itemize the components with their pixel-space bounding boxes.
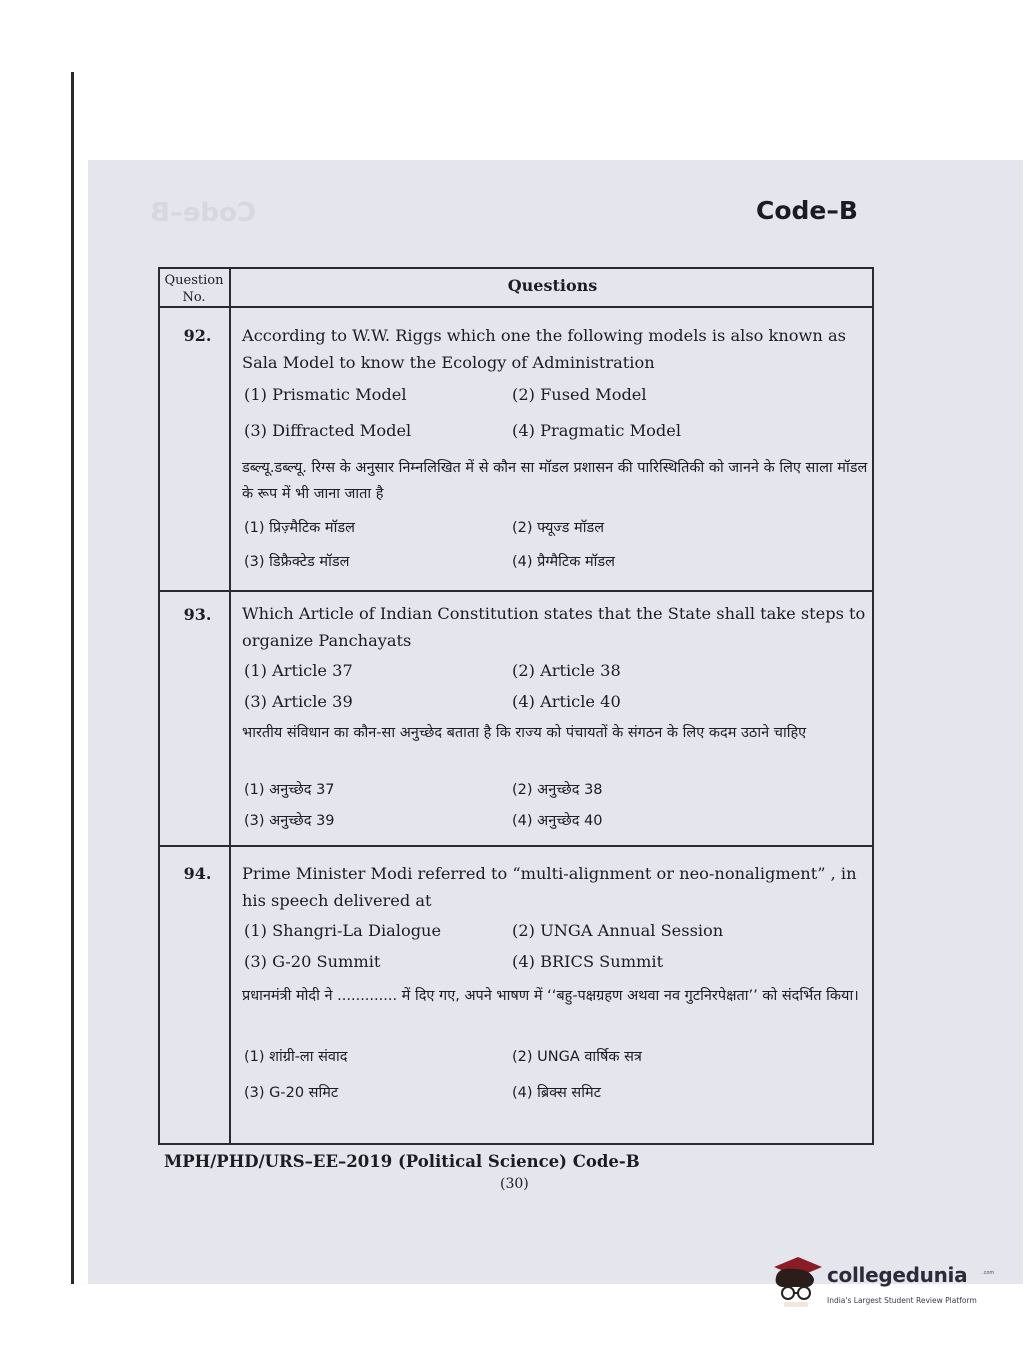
header-questions: Questions [507, 276, 598, 295]
question-text-hi: डब्ल्यू.डब्ल्यू. रिग्स के अनुसार निम्नलिखित में से कौन सा मॉडल प्रशासन की पारिस्थितिकी को जानने के लिए साला मॉडल के रूप में भी जाना जाता है [242, 460, 868, 502]
option-hi: (4) प्रैग्मैटिक मॉडल [512, 554, 615, 570]
bleed-through-code: Code–B [150, 198, 257, 228]
option-en: (2) UNGA Annual Session [512, 921, 724, 940]
question-text-hi: प्रधानमंत्री मोदी ने ............. में दिए गए, अपने भाषण में ‘‘बहु-पक्षग्रहण अथवा नव गुटनिरपेक्षता’’ को संदर्भित किया। [242, 988, 859, 1004]
option-hi: (1) प्रिज़्मैटिक मॉडल [244, 520, 355, 536]
paper-footer: MPH/PHD/URS–EE–2019 (Political Science) Code-B [164, 1152, 640, 1171]
option-en: (3) Article 39 [244, 692, 353, 711]
header-question-no: Question No. [164, 273, 224, 305]
question-number: 93. [183, 605, 212, 624]
option-hi: (3) डिफ्रैक्टेड मॉडल [244, 554, 350, 570]
option-hi: (3) अनुच्छेद 39 [244, 813, 335, 829]
option-hi: (2) अनुच्छेद 38 [512, 782, 603, 798]
option-hi: (1) अनुच्छेद 37 [244, 782, 335, 798]
option-en: (4) BRICS Summit [512, 952, 664, 971]
option-hi: (3) G-20 समिट [244, 1085, 339, 1101]
row-divider [158, 845, 874, 847]
question-text-en: Which Article of Indian Constitution states that the State shall take steps to organize Panchayats [242, 604, 866, 650]
question-text-en: Prime Minister Modi referred to “multi-alignment or neo-nonaligment” , in his speech delivered at [242, 864, 857, 910]
logo-domain: .com [982, 1270, 995, 1276]
option-en: (1) Article 37 [244, 661, 353, 680]
option-en: (1) Prismatic Model [244, 385, 407, 404]
header-divider [158, 306, 874, 308]
option-en: (2) Fused Model [512, 385, 647, 404]
row-divider [158, 590, 874, 592]
option-en: (4) Article 40 [512, 692, 621, 711]
option-en: (1) Shangri-La Dialogue [244, 921, 442, 940]
option-hi: (4) ब्रिक्स समिट [512, 1085, 601, 1101]
question-number: 92. [183, 326, 212, 345]
logo-tagline: India's Largest Student Review Platform [827, 1296, 977, 1305]
column-divider [229, 267, 231, 1145]
option-hi: (1) शांग्री-ला संवाद [244, 1049, 348, 1065]
question-text-en: According to W.W. Riggs which one the following models is also known as Sala Model to know the Ecology of Administration [242, 326, 846, 372]
option-hi: (4) अनुच्छेद 40 [512, 813, 603, 829]
logo-wordmark: collegedunia [827, 1263, 968, 1287]
page-number: (30) [500, 1176, 529, 1192]
option-en: (3) Diffracted Model [244, 421, 412, 440]
option-en: (4) Pragmatic Model [512, 421, 682, 440]
option-hi: (2) UNGA वार्षिक सत्र [512, 1049, 642, 1065]
option-en: (2) Article 38 [512, 661, 621, 680]
scan-edge [71, 72, 74, 1284]
option-hi: (2) फ्यूज्ड मॉडल [512, 520, 605, 536]
paper-code: Code–B [756, 196, 858, 225]
question-text-hi: भारतीय संविधान का कौन-सा अनुच्छेद बताता है कि राज्य को पंचायतों के संगठन के लिए कदम उठाने चाहिए [242, 725, 807, 741]
option-en: (3) G-20 Summit [244, 952, 381, 971]
question-number: 94. [183, 864, 212, 883]
